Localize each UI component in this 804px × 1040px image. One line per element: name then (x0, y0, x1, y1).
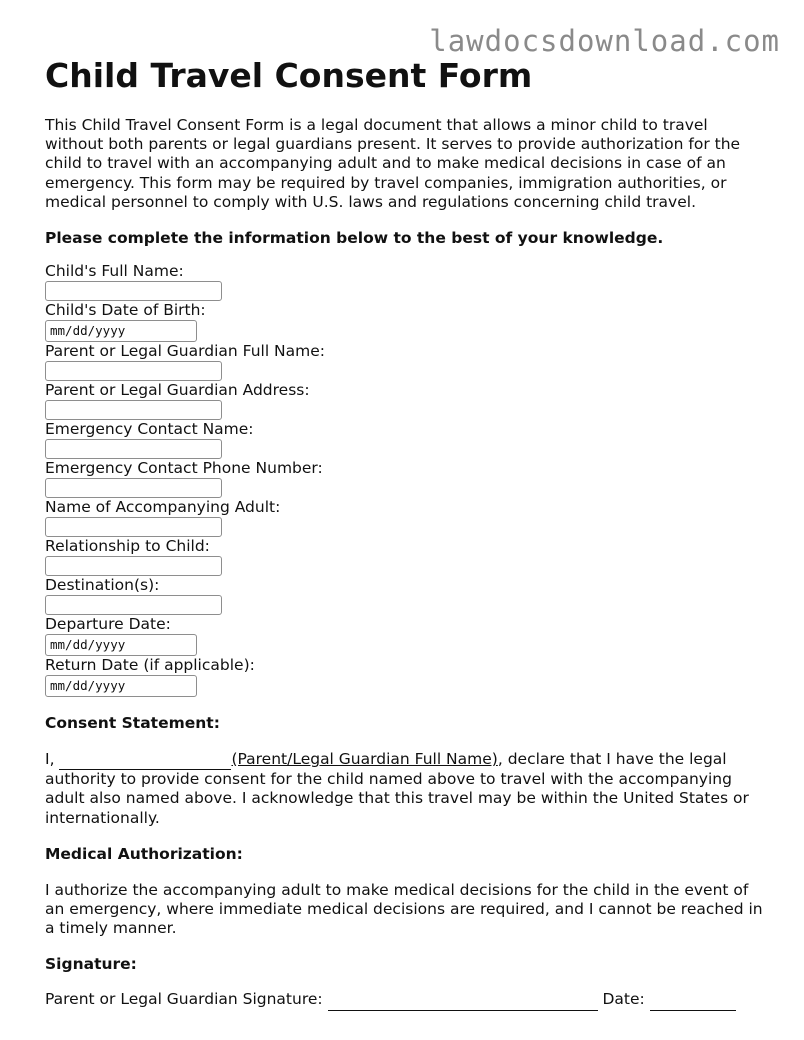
signature-date-blank[interactable] (650, 990, 736, 1010)
emergency-name-input[interactable] (45, 439, 222, 459)
accompanying-adult-label: Name of Accompanying Adult: (45, 498, 281, 517)
form-page (45, 56, 765, 1011)
guardian-name-label: Parent or Legal Guardian Full Name: (45, 342, 326, 361)
relationship-label: Relationship to Child: (45, 537, 210, 556)
consent-text: , declare that I have the legal authority to provide consent for the child named above to travel with the accompanying adult also named above. I acknowledge that this travel may be within the United States or internationally. (45, 750, 749, 827)
relationship-input[interactable] (45, 556, 222, 576)
emergency-phone-label: Emergency Contact Phone Number: (45, 459, 323, 478)
signature-line (45, 990, 765, 1010)
guardian-address-label: Parent or Legal Guardian Address: (45, 381, 310, 400)
guardian-name-hint: (Parent/Legal Guardian Full Name) (231, 750, 498, 769)
child-dob-label: Child's Date of Birth: (45, 301, 206, 320)
departure-date-input[interactable]: mm/dd/yyyy (45, 634, 197, 656)
consent-heading: Consent Statement: (45, 714, 220, 733)
page-title: Child Travel Consent Form (45, 56, 533, 95)
child-name-label: Child's Full Name: (45, 262, 184, 281)
signature-heading: Signature: (45, 955, 137, 974)
guardian-address-input[interactable] (45, 400, 222, 420)
guardian-name-blank[interactable] (59, 750, 231, 770)
emergency-phone-input[interactable] (45, 478, 222, 498)
consent-form (45, 262, 765, 697)
signature-label: Parent or Legal Guardian Signature: (45, 990, 323, 1009)
child-dob-date-input[interactable]: mm/dd/yyyy (45, 320, 197, 342)
return-date-input[interactable]: mm/dd/yyyy (45, 675, 197, 697)
child-name-input[interactable] (45, 281, 222, 301)
intro-paragraph: This Child Travel Consent Form is a legal document that allows a minor child to travel without both parents or legal guardians present. It serves to provide authorization for the child to travel with an accompanying adult and to make medical decisions in case of an emergency. This form may be required by travel companies, immigration authorities, or medical personnel to comply with U.S. laws and regulations concerning child travel. (45, 116, 741, 211)
emergency-name-label: Emergency Contact Name: (45, 420, 254, 439)
signature-date-label: Date: (602, 990, 645, 1009)
consent-paragraph (45, 750, 765, 828)
destinations-label: Destination(s): (45, 576, 160, 595)
guardian-name-input[interactable] (45, 361, 222, 381)
departure-date-label: Departure Date: (45, 615, 171, 634)
watermark-text: lawdocsdownload.com (429, 24, 780, 58)
signature-blank[interactable] (328, 990, 598, 1010)
accompanying-adult-input[interactable] (45, 517, 222, 537)
return-date-label: Return Date (if applicable): (45, 656, 255, 675)
medical-heading: Medical Authorization: (45, 844, 243, 863)
medical-paragraph: I authorize the accompanying adult to make medical decisions for the child in the event of an emergency, where immediate medical decisions are required, and I cannot be reached in a timely manner. (45, 880, 763, 938)
instruction-text: Please complete the information below to the best of your knowledge. (45, 229, 664, 248)
consent-prefix: I, (45, 750, 55, 769)
destinations-input[interactable] (45, 595, 222, 615)
